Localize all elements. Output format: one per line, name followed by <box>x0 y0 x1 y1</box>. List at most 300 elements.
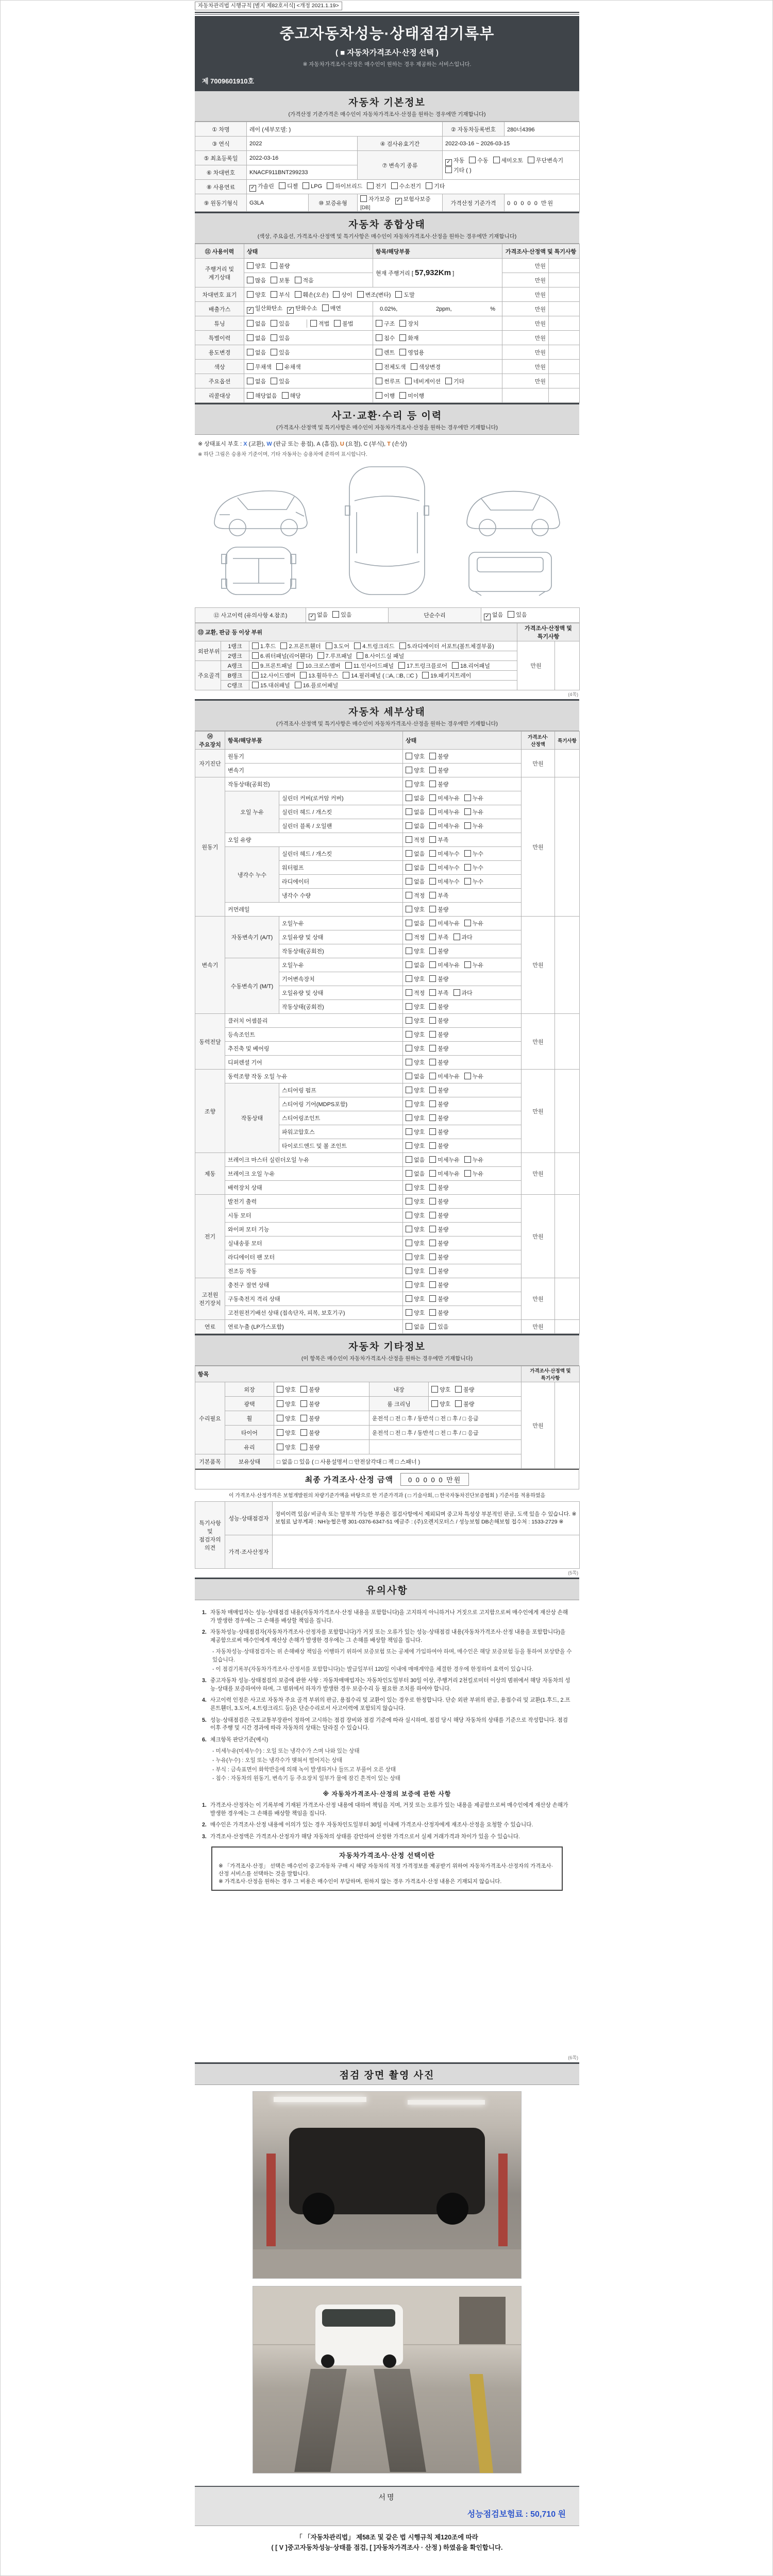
unchecked-checkbox-icon[interactable] <box>406 781 412 787</box>
checkbox-option[interactable] <box>429 989 448 997</box>
unchecked-checkbox-icon[interactable] <box>334 320 341 327</box>
checkbox-option[interactable] <box>445 377 464 385</box>
unchecked-checkbox-icon[interactable] <box>455 1386 462 1393</box>
unchecked-checkbox-icon[interactable] <box>376 378 382 384</box>
unchecked-checkbox-icon[interactable] <box>300 1400 307 1407</box>
unchecked-checkbox-icon[interactable] <box>406 1170 412 1177</box>
unchecked-checkbox-icon[interactable] <box>247 320 254 327</box>
unchecked-checkbox-icon[interactable] <box>464 864 471 871</box>
unchecked-checkbox-icon[interactable] <box>406 1156 412 1163</box>
checkbox-option[interactable] <box>271 291 290 299</box>
checkbox-option[interactable] <box>406 1114 425 1122</box>
unchecked-checkbox-icon[interactable] <box>406 1087 412 1093</box>
checkbox-option[interactable] <box>429 891 448 900</box>
unchecked-checkbox-icon[interactable] <box>406 1184 412 1191</box>
unchecked-checkbox-icon[interactable] <box>406 767 412 773</box>
unchecked-checkbox-icon[interactable] <box>300 1415 307 1421</box>
unchecked-checkbox-icon[interactable] <box>280 642 287 649</box>
checkbox-option[interactable] <box>406 1128 425 1136</box>
checkbox-option[interactable] <box>406 1281 425 1289</box>
unchecked-checkbox-icon[interactable] <box>406 1003 412 1010</box>
checkbox-option[interactable] <box>297 662 340 670</box>
checkbox-option[interactable] <box>429 1128 448 1136</box>
unchecked-checkbox-icon[interactable] <box>406 1059 412 1065</box>
unchecked-checkbox-icon[interactable] <box>406 1198 412 1205</box>
unchecked-checkbox-icon[interactable] <box>277 1429 283 1436</box>
unchecked-checkbox-icon[interactable] <box>429 1240 436 1246</box>
unchecked-checkbox-icon[interactable] <box>429 1309 436 1316</box>
unchecked-checkbox-icon[interactable] <box>429 975 436 982</box>
checkbox-option[interactable] <box>327 182 362 190</box>
checkbox-option[interactable] <box>271 276 290 284</box>
unchecked-checkbox-icon[interactable] <box>429 989 436 996</box>
checkbox-option[interactable] <box>453 933 473 941</box>
unchecked-checkbox-icon[interactable] <box>406 906 412 912</box>
checkbox-option[interactable] <box>469 156 488 164</box>
checkbox-option[interactable] <box>300 1385 320 1394</box>
checkbox-option[interactable] <box>464 850 483 858</box>
checkbox-option[interactable] <box>464 1156 483 1164</box>
checkbox-option[interactable] <box>271 334 290 342</box>
unchecked-checkbox-icon[interactable] <box>252 662 259 669</box>
unchecked-checkbox-icon[interactable] <box>453 989 460 996</box>
unchecked-checkbox-icon[interactable] <box>406 1017 412 1024</box>
checkbox-option[interactable] <box>277 1400 296 1408</box>
checkbox-option[interactable] <box>406 1253 425 1261</box>
checkbox-option[interactable] <box>406 1058 425 1066</box>
checkbox-option[interactable] <box>247 348 266 357</box>
unchecked-checkbox-icon[interactable] <box>271 277 277 283</box>
checkbox-option[interactable] <box>452 662 490 670</box>
checkbox-option[interactable] <box>277 1443 296 1451</box>
checkbox-option[interactable] <box>406 891 425 900</box>
checkbox-option[interactable] <box>406 975 425 983</box>
unchecked-checkbox-icon[interactable] <box>271 378 277 384</box>
checkbox-option[interactable] <box>406 1225 425 1233</box>
unchecked-checkbox-icon[interactable] <box>252 682 259 688</box>
checkbox-option[interactable] <box>395 291 414 299</box>
unchecked-checkbox-icon[interactable] <box>464 1073 471 1079</box>
checkbox-option[interactable] <box>399 642 494 650</box>
checked-checkbox-icon[interactable]: ✓ <box>484 614 491 620</box>
checkbox-option[interactable] <box>247 377 266 385</box>
unchecked-checkbox-icon[interactable] <box>399 392 406 399</box>
unchecked-checkbox-icon[interactable] <box>399 334 406 341</box>
unchecked-checkbox-icon[interactable] <box>429 794 436 801</box>
unchecked-checkbox-icon[interactable] <box>406 1114 412 1121</box>
checkbox-option[interactable] <box>429 933 448 941</box>
checkbox-option[interactable] <box>429 1253 448 1261</box>
unchecked-checkbox-icon[interactable] <box>422 672 429 679</box>
unchecked-checkbox-icon[interactable] <box>300 1429 307 1436</box>
unchecked-checkbox-icon[interactable] <box>429 892 436 899</box>
unchecked-checkbox-icon[interactable] <box>332 611 339 618</box>
unchecked-checkbox-icon[interactable] <box>406 1309 412 1316</box>
checkbox-option[interactable] <box>406 933 425 941</box>
checkbox-option[interactable] <box>300 1443 320 1451</box>
unchecked-checkbox-icon[interactable] <box>399 642 406 649</box>
unchecked-checkbox-icon[interactable] <box>247 262 254 269</box>
checkbox-option[interactable] <box>395 195 431 205</box>
checkbox-option[interactable] <box>429 1030 448 1039</box>
unchecked-checkbox-icon[interactable] <box>247 334 254 341</box>
unchecked-checkbox-icon[interactable] <box>429 1281 436 1288</box>
checkbox-option[interactable] <box>429 1183 448 1192</box>
unchecked-checkbox-icon[interactable] <box>398 662 405 669</box>
checkbox-option[interactable] <box>391 182 422 190</box>
checkbox-option[interactable] <box>429 1003 448 1011</box>
checkbox-option[interactable] <box>277 1414 296 1422</box>
checkbox-option[interactable] <box>429 1239 448 1247</box>
checkbox-option[interactable] <box>429 1058 448 1066</box>
checkbox-option[interactable] <box>252 652 313 660</box>
unchecked-checkbox-icon[interactable] <box>429 836 436 843</box>
checkbox-option[interactable] <box>429 1267 448 1275</box>
unchecked-checkbox-icon[interactable] <box>322 304 329 311</box>
unchecked-checkbox-icon[interactable] <box>464 822 471 829</box>
checkbox-option[interactable] <box>429 1100 448 1108</box>
checkbox-option[interactable] <box>406 836 425 844</box>
checkbox-option[interactable] <box>429 961 460 969</box>
unchecked-checkbox-icon[interactable] <box>295 277 301 283</box>
unchecked-checkbox-icon[interactable] <box>469 157 476 163</box>
unchecked-checkbox-icon[interactable] <box>300 672 307 679</box>
unchecked-checkbox-icon[interactable] <box>406 1281 412 1288</box>
unchecked-checkbox-icon[interactable] <box>376 334 382 341</box>
checkbox-option[interactable] <box>406 752 425 760</box>
checkbox-option[interactable] <box>343 671 417 680</box>
unchecked-checkbox-icon[interactable] <box>277 1400 283 1407</box>
checkbox-option[interactable] <box>357 291 391 299</box>
unchecked-checkbox-icon[interactable] <box>271 334 277 341</box>
checkbox-option[interactable] <box>406 1295 425 1303</box>
unchecked-checkbox-icon[interactable] <box>406 864 412 871</box>
checkbox-option[interactable] <box>429 919 460 927</box>
checkbox-option[interactable] <box>429 1295 448 1303</box>
checkbox-option[interactable] <box>406 808 425 816</box>
checkbox-option[interactable] <box>406 1142 425 1150</box>
unchecked-checkbox-icon[interactable] <box>406 822 412 829</box>
checkbox-option[interactable] <box>282 392 301 400</box>
checkbox-option[interactable] <box>431 1385 450 1394</box>
checkbox-option[interactable] <box>406 961 425 969</box>
checkbox-option[interactable] <box>429 877 460 886</box>
unchecked-checkbox-icon[interactable] <box>429 1059 436 1065</box>
checkbox-option[interactable] <box>464 1072 483 1080</box>
unchecked-checkbox-icon[interactable] <box>406 1212 412 1218</box>
checkbox-option[interactable] <box>429 1156 460 1164</box>
unchecked-checkbox-icon[interactable] <box>406 989 412 996</box>
checkbox-option[interactable] <box>277 1429 296 1437</box>
checked-checkbox-icon[interactable]: ✓ <box>445 159 452 166</box>
unchecked-checkbox-icon[interactable] <box>252 672 259 679</box>
checkbox-option[interactable] <box>429 1211 448 1219</box>
unchecked-checkbox-icon[interactable] <box>429 1295 436 1302</box>
unchecked-checkbox-icon[interactable] <box>429 1100 436 1107</box>
unchecked-checkbox-icon[interactable] <box>271 262 277 269</box>
checkbox-option[interactable] <box>429 1225 448 1233</box>
unchecked-checkbox-icon[interactable] <box>429 1323 436 1330</box>
checkbox-option[interactable] <box>431 1400 450 1408</box>
checkbox-option[interactable] <box>429 1309 448 1317</box>
unchecked-checkbox-icon[interactable] <box>376 363 382 370</box>
unchecked-checkbox-icon[interactable] <box>406 1267 412 1274</box>
unchecked-checkbox-icon[interactable] <box>252 642 259 649</box>
unchecked-checkbox-icon[interactable] <box>303 182 309 189</box>
unchecked-checkbox-icon[interactable] <box>252 652 259 659</box>
checkbox-option[interactable] <box>399 319 418 328</box>
unchecked-checkbox-icon[interactable] <box>445 166 452 173</box>
checkbox-option[interactable] <box>406 1156 425 1164</box>
checkbox-option[interactable] <box>464 1170 483 1178</box>
checkbox-option[interactable] <box>376 363 406 371</box>
checkbox-option[interactable] <box>528 156 563 164</box>
checked-checkbox-icon[interactable]: ✓ <box>287 307 294 314</box>
checkbox-option[interactable] <box>326 642 349 650</box>
checkbox-option[interactable] <box>429 1114 448 1122</box>
checkbox-option[interactable] <box>309 611 328 620</box>
unchecked-checkbox-icon[interactable] <box>376 320 382 327</box>
checkbox-option[interactable] <box>429 863 460 872</box>
unchecked-checkbox-icon[interactable] <box>429 1128 436 1135</box>
checkbox-option[interactable] <box>455 1400 474 1408</box>
unchecked-checkbox-icon[interactable] <box>345 662 352 669</box>
checkbox-option[interactable] <box>249 182 274 192</box>
checkbox-option[interactable] <box>276 363 301 371</box>
checkbox-option[interactable] <box>399 334 418 342</box>
checkbox-option[interactable] <box>332 611 351 619</box>
unchecked-checkbox-icon[interactable] <box>327 182 333 189</box>
checkbox-option[interactable] <box>376 377 400 385</box>
checkbox-option[interactable] <box>295 291 329 299</box>
unchecked-checkbox-icon[interactable] <box>429 864 436 871</box>
unchecked-checkbox-icon[interactable] <box>406 1253 412 1260</box>
unchecked-checkbox-icon[interactable] <box>429 1267 436 1274</box>
checkbox-option[interactable] <box>406 780 425 788</box>
unchecked-checkbox-icon[interactable] <box>453 934 460 940</box>
checkbox-option[interactable] <box>406 1044 425 1053</box>
unchecked-checkbox-icon[interactable] <box>429 781 436 787</box>
unchecked-checkbox-icon[interactable] <box>429 947 436 954</box>
checkbox-option[interactable] <box>422 671 471 680</box>
checkbox-option[interactable] <box>247 276 266 284</box>
unchecked-checkbox-icon[interactable] <box>429 1226 436 1232</box>
checkbox-option[interactable] <box>406 850 425 858</box>
unchecked-checkbox-icon[interactable] <box>406 947 412 954</box>
checked-checkbox-icon[interactable]: ✓ <box>309 614 315 620</box>
checkbox-option[interactable] <box>429 822 460 830</box>
checkbox-option[interactable] <box>429 766 448 774</box>
unchecked-checkbox-icon[interactable] <box>406 1240 412 1246</box>
unchecked-checkbox-icon[interactable] <box>295 682 301 688</box>
unchecked-checkbox-icon[interactable] <box>326 642 332 649</box>
checked-checkbox-icon[interactable]: ✓ <box>395 198 402 205</box>
checkbox-option[interactable] <box>429 752 448 760</box>
checkbox-option[interactable] <box>429 1086 448 1094</box>
checkbox-option[interactable] <box>279 182 298 190</box>
checkbox-option[interactable] <box>295 276 314 284</box>
checkbox-option[interactable] <box>429 780 448 788</box>
checkbox-option[interactable] <box>455 1385 474 1394</box>
unchecked-checkbox-icon[interactable] <box>405 378 412 384</box>
unchecked-checkbox-icon[interactable] <box>406 850 412 857</box>
unchecked-checkbox-icon[interactable] <box>431 1400 438 1407</box>
checkbox-option[interactable] <box>464 919 483 927</box>
unchecked-checkbox-icon[interactable] <box>406 934 412 940</box>
checkbox-option[interactable] <box>464 863 483 872</box>
unchecked-checkbox-icon[interactable] <box>429 1073 436 1079</box>
checkbox-option[interactable] <box>252 671 295 680</box>
checkbox-option[interactable] <box>406 919 425 927</box>
checkbox-option[interactable] <box>464 961 483 969</box>
unchecked-checkbox-icon[interactable] <box>464 794 471 801</box>
checkbox-option[interactable] <box>271 319 290 328</box>
unchecked-checkbox-icon[interactable] <box>429 822 436 829</box>
unchecked-checkbox-icon[interactable] <box>429 1156 436 1163</box>
checkbox-option[interactable] <box>376 319 395 328</box>
unchecked-checkbox-icon[interactable] <box>277 1415 283 1421</box>
checkbox-option[interactable] <box>406 1170 425 1178</box>
unchecked-checkbox-icon[interactable] <box>429 934 436 940</box>
checkbox-option[interactable] <box>429 1044 448 1053</box>
checkbox-option[interactable] <box>271 262 290 270</box>
unchecked-checkbox-icon[interactable] <box>493 157 500 163</box>
unchecked-checkbox-icon[interactable] <box>464 961 471 968</box>
unchecked-checkbox-icon[interactable] <box>247 378 254 384</box>
checkbox-option[interactable] <box>406 1086 425 1094</box>
unchecked-checkbox-icon[interactable] <box>406 1295 412 1302</box>
checkbox-option[interactable] <box>429 836 448 844</box>
checkbox-option[interactable] <box>429 947 448 955</box>
unchecked-checkbox-icon[interactable] <box>429 1045 436 1052</box>
checkbox-option[interactable] <box>464 794 483 802</box>
checkbox-option[interactable] <box>429 808 460 816</box>
unchecked-checkbox-icon[interactable] <box>406 1323 412 1330</box>
unchecked-checkbox-icon[interactable] <box>247 349 254 355</box>
unchecked-checkbox-icon[interactable] <box>455 1400 462 1407</box>
checkbox-option[interactable] <box>252 662 292 670</box>
checkbox-option[interactable] <box>406 1072 425 1080</box>
checkbox-option[interactable] <box>280 642 321 650</box>
unchecked-checkbox-icon[interactable] <box>464 878 471 885</box>
unchecked-checkbox-icon[interactable] <box>343 672 349 679</box>
checked-checkbox-icon[interactable]: ✓ <box>249 185 256 192</box>
checkbox-option[interactable] <box>426 182 445 190</box>
checkbox-option[interactable] <box>429 850 460 858</box>
unchecked-checkbox-icon[interactable] <box>528 157 534 163</box>
unchecked-checkbox-icon[interactable] <box>391 182 398 189</box>
checkbox-option[interactable] <box>429 975 448 983</box>
unchecked-checkbox-icon[interactable] <box>276 363 283 370</box>
unchecked-checkbox-icon[interactable] <box>406 1045 412 1052</box>
checkbox-option[interactable] <box>399 392 424 400</box>
unchecked-checkbox-icon[interactable] <box>247 363 254 370</box>
checkbox-option[interactable] <box>411 363 441 371</box>
checkbox-option[interactable] <box>405 377 441 385</box>
unchecked-checkbox-icon[interactable] <box>429 753 436 759</box>
unchecked-checkbox-icon[interactable] <box>406 1142 412 1149</box>
checkbox-option[interactable] <box>406 766 425 774</box>
unchecked-checkbox-icon[interactable] <box>429 1114 436 1121</box>
checkbox-option[interactable] <box>429 1170 460 1178</box>
unchecked-checkbox-icon[interactable] <box>429 1198 436 1205</box>
unchecked-checkbox-icon[interactable] <box>429 767 436 773</box>
unchecked-checkbox-icon[interactable] <box>279 182 285 189</box>
checked-checkbox-icon[interactable]: ✓ <box>247 307 254 314</box>
unchecked-checkbox-icon[interactable] <box>508 611 514 618</box>
unchecked-checkbox-icon[interactable] <box>429 1017 436 1024</box>
unchecked-checkbox-icon[interactable] <box>406 1226 412 1232</box>
checkbox-option[interactable] <box>271 348 290 357</box>
unchecked-checkbox-icon[interactable] <box>376 392 382 399</box>
checkbox-option[interactable] <box>376 392 395 400</box>
checkbox-option[interactable] <box>464 822 483 830</box>
unchecked-checkbox-icon[interactable] <box>354 642 361 649</box>
checkbox-option[interactable] <box>493 156 524 164</box>
unchecked-checkbox-icon[interactable] <box>317 652 324 659</box>
checkbox-option[interactable] <box>406 1267 425 1275</box>
checkbox-option[interactable] <box>406 1030 425 1039</box>
unchecked-checkbox-icon[interactable] <box>464 1156 471 1163</box>
checkbox-option[interactable] <box>445 156 464 166</box>
unchecked-checkbox-icon[interactable] <box>429 1087 436 1093</box>
unchecked-checkbox-icon[interactable] <box>395 291 402 298</box>
unchecked-checkbox-icon[interactable] <box>282 392 289 399</box>
checkbox-option[interactable] <box>247 334 266 342</box>
checkbox-option[interactable] <box>300 671 338 680</box>
unchecked-checkbox-icon[interactable] <box>277 1444 283 1450</box>
checkbox-option[interactable] <box>322 304 341 312</box>
unchecked-checkbox-icon[interactable] <box>271 349 277 355</box>
unchecked-checkbox-icon[interactable] <box>247 291 254 298</box>
checkbox-option[interactable] <box>247 291 266 299</box>
unchecked-checkbox-icon[interactable] <box>464 920 471 926</box>
unchecked-checkbox-icon[interactable] <box>429 1003 436 1010</box>
checkbox-option[interactable] <box>271 377 290 385</box>
unchecked-checkbox-icon[interactable] <box>271 291 277 298</box>
checkbox-option[interactable] <box>406 1211 425 1219</box>
unchecked-checkbox-icon[interactable] <box>429 1253 436 1260</box>
unchecked-checkbox-icon[interactable] <box>429 1170 436 1177</box>
checkbox-option[interactable] <box>429 1072 460 1080</box>
unchecked-checkbox-icon[interactable] <box>360 195 367 202</box>
checkbox-option[interactable] <box>429 905 448 913</box>
unchecked-checkbox-icon[interactable] <box>429 1142 436 1149</box>
checkbox-option[interactable] <box>277 1385 296 1394</box>
checkbox-option[interactable] <box>406 863 425 872</box>
unchecked-checkbox-icon[interactable] <box>357 652 363 659</box>
checkbox-option[interactable] <box>310 319 329 328</box>
checkbox-option[interactable] <box>354 642 394 650</box>
checkbox-option[interactable] <box>406 1183 425 1192</box>
checkbox-option[interactable] <box>406 877 425 886</box>
checkbox-option[interactable] <box>367 182 386 190</box>
checkbox-option[interactable] <box>406 989 425 997</box>
unchecked-checkbox-icon[interactable] <box>406 808 412 815</box>
checkbox-option[interactable] <box>445 166 472 174</box>
checkbox-option[interactable] <box>453 989 473 997</box>
checkbox-option[interactable] <box>247 262 266 270</box>
unchecked-checkbox-icon[interactable] <box>411 363 417 370</box>
unchecked-checkbox-icon[interactable] <box>429 1031 436 1038</box>
checkbox-option[interactable] <box>287 304 317 314</box>
unchecked-checkbox-icon[interactable] <box>357 291 364 298</box>
unchecked-checkbox-icon[interactable] <box>429 961 436 968</box>
checkbox-option[interactable] <box>376 348 395 357</box>
checkbox-option[interactable] <box>429 1281 448 1289</box>
checkbox-option[interactable] <box>252 642 276 650</box>
checkbox-option[interactable] <box>406 794 425 802</box>
